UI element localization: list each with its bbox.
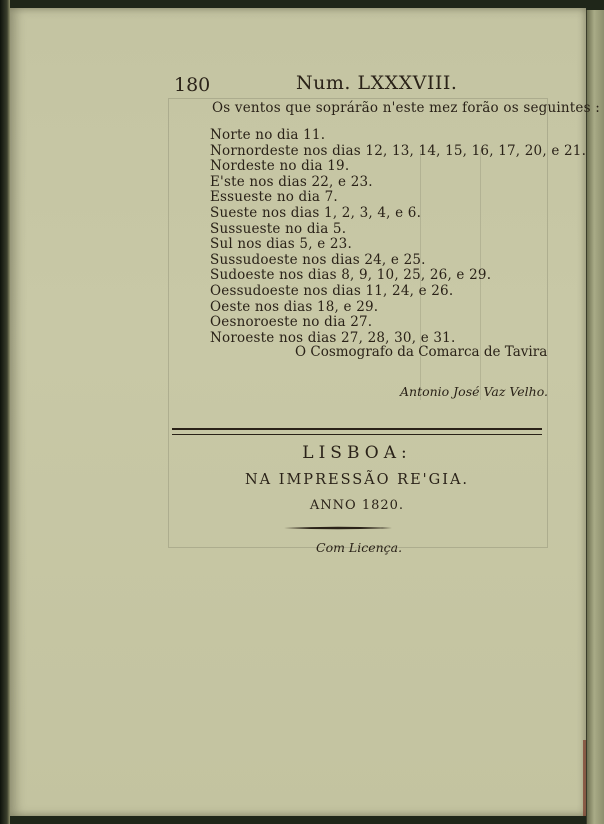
swell-rule-ornament bbox=[284, 526, 392, 530]
wind-entry: Norte no dia 11. bbox=[210, 127, 326, 143]
wind-entry: Sussudoeste nos dias 24, e 25. bbox=[210, 251, 426, 268]
imprint-press: NA IMPRESSÃO RE'GIA. bbox=[244, 472, 470, 488]
wind-entry: Nornordeste nos dias 12, 13, 14, 15, 16, 17, 20, e 21. bbox=[210, 142, 587, 159]
cosmographer-office: O Cosmografo da Comarca de Tavira bbox=[295, 344, 548, 360]
wind-entry: E'ste nos dias 22, e 23. bbox=[210, 173, 373, 190]
issue-title: Num. LXXXVIII. bbox=[296, 72, 458, 94]
wind-entry: Sueste nos dias 1, 2, 3, 4, e 6. bbox=[210, 204, 422, 221]
signature-name: Antonio José Vaz Velho. bbox=[400, 384, 548, 399]
page-number: 180 bbox=[174, 74, 211, 96]
wind-entry: Sussueste no dia 5. bbox=[210, 220, 347, 237]
wind-entry: Noroeste nos dias 27, 28, 30, e 31. bbox=[210, 329, 456, 346]
adjacent-page-edge bbox=[586, 10, 604, 824]
wind-entry: Sul nos dias 5, e 23. bbox=[210, 236, 352, 253]
license-note: Com Licença. bbox=[316, 540, 403, 555]
wind-entry: Oeste nos dias 18, e 29. bbox=[210, 298, 379, 315]
imprint-year: ANNO 1820. bbox=[309, 498, 405, 513]
wind-entry: Nordeste no dia 19. bbox=[210, 158, 350, 175]
binding-edge bbox=[583, 740, 586, 816]
wind-entry: Oesnoroeste no dia 27. bbox=[210, 314, 373, 331]
imprint-city: LISBOA: bbox=[302, 443, 412, 463]
wind-entry: Sudoeste nos dias 8, 9, 10, 25, 26, e 29. bbox=[210, 267, 492, 284]
wind-entry: Essueste no dia 7. bbox=[210, 189, 338, 206]
imprint-block bbox=[172, 0, 542, 560]
winds-intro: Os ventos que soprárão n'este mez forão os seguintes : bbox=[212, 100, 600, 116]
scan-edge-left bbox=[0, 0, 10, 824]
wind-entry: Oessudoeste nos dias 11, 24, e 26. bbox=[210, 282, 454, 299]
